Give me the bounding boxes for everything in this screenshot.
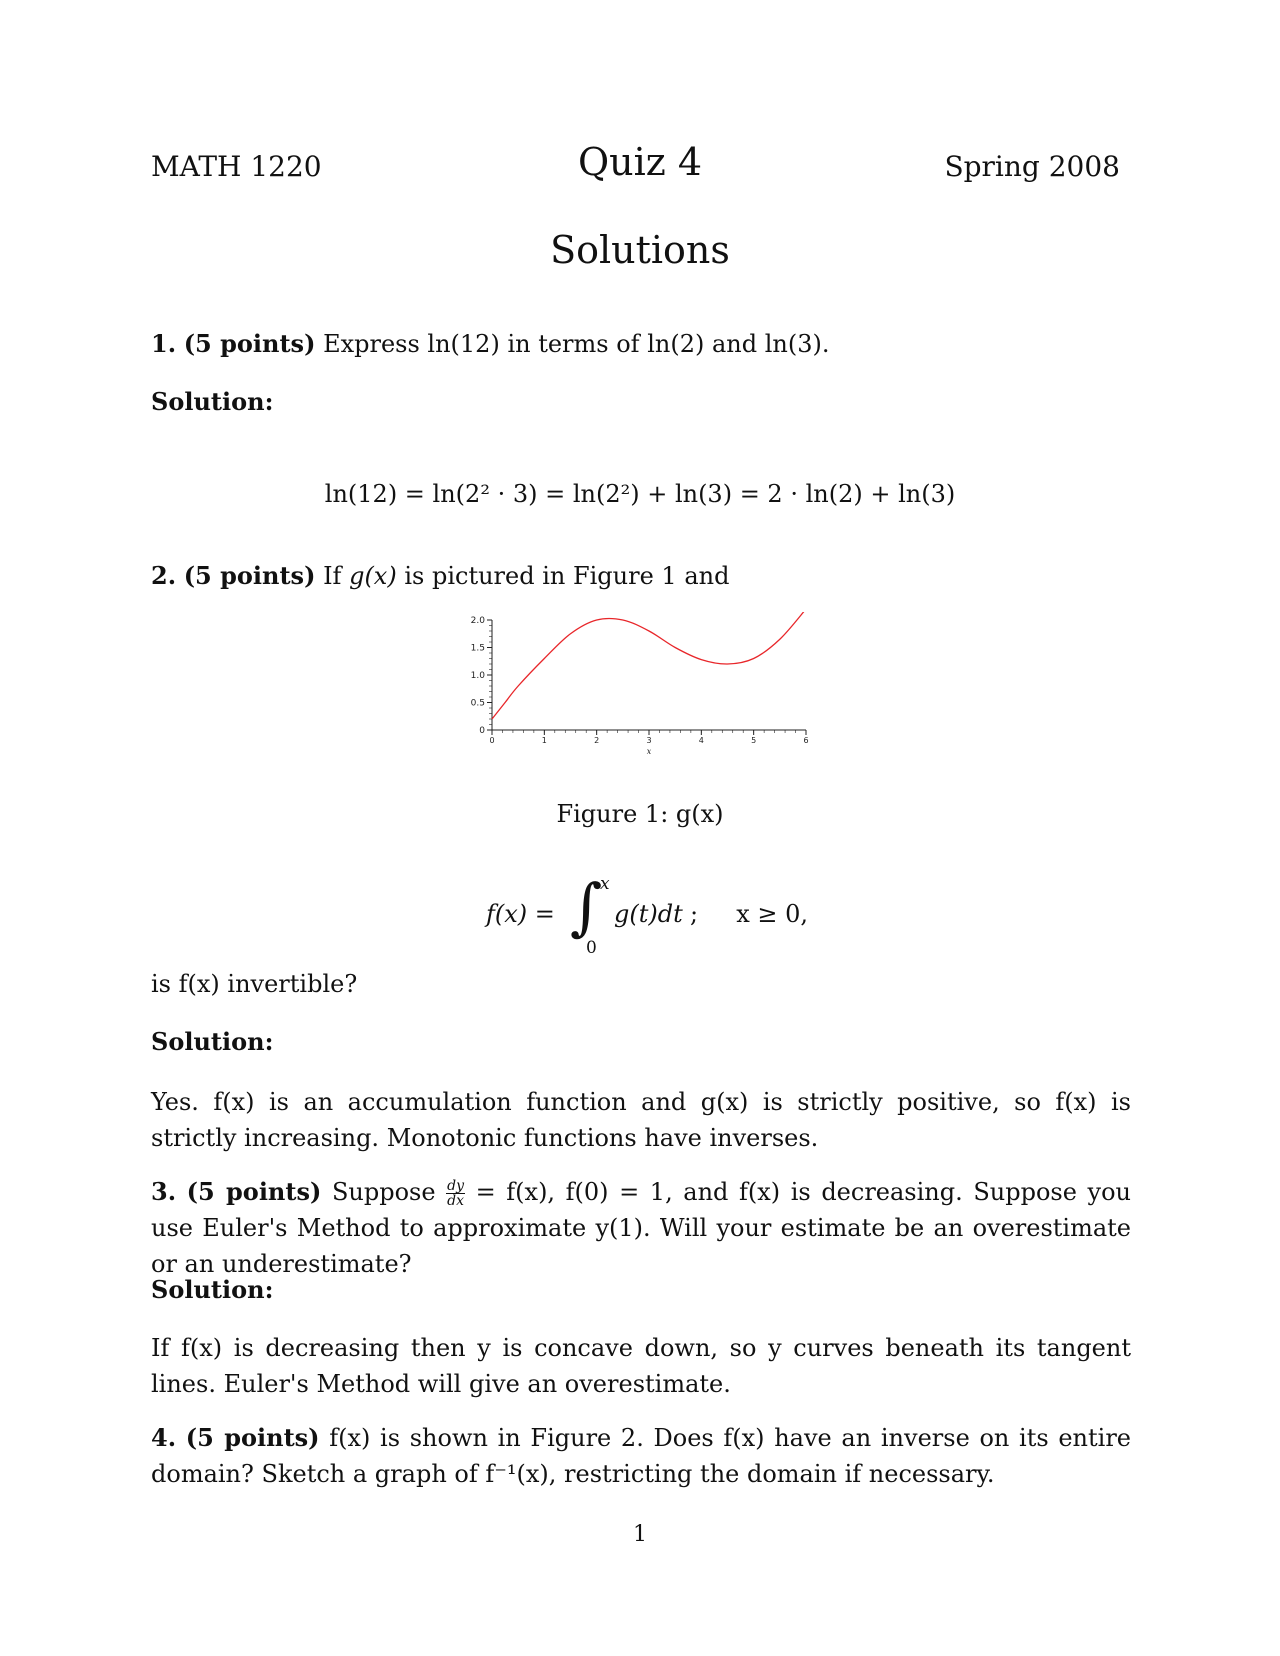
question-2: [151, 558, 1131, 594]
q1-prompt: Express ln(12) in terms of ln(2) and ln(3).: [323, 330, 830, 358]
q3-solution-label: Solution:: [151, 1275, 274, 1304]
q3-points: (5 points): [186, 1177, 322, 1206]
series-line-gx: [492, 612, 806, 719]
term-label: Spring 2008: [944, 150, 1120, 183]
q3-number: 3.: [151, 1177, 177, 1206]
q2-points: (5 points): [183, 561, 316, 590]
y-tick-label: 0: [479, 726, 485, 736]
q4-points: (5 points): [185, 1423, 320, 1452]
y-tick-label: 1.0: [470, 671, 485, 681]
q2-prompt-a: If: [323, 562, 342, 590]
q1-points: (5 points): [183, 329, 316, 358]
frac-denominator: dx: [447, 1193, 464, 1209]
x-axis-label: x: [646, 747, 652, 756]
y-tick-label: 2.0: [470, 616, 485, 626]
integral-lower: 0: [586, 938, 597, 958]
question-4: [151, 1420, 1131, 1492]
q1-solution-label: Solution:: [151, 387, 274, 416]
quiz-title: Quiz 4: [577, 140, 703, 184]
page-number: 1: [633, 1522, 647, 1547]
figure-1-caption: Figure 1: g(x): [556, 800, 724, 828]
q2-prompt-end: is f(x) invertible?: [151, 970, 358, 998]
q2-number: 2.: [151, 561, 177, 590]
integral-definition: [480, 870, 840, 960]
dy-dx-fraction: [446, 1179, 465, 1208]
question-1: [151, 326, 1131, 362]
course-label: MATH 1220: [151, 150, 322, 183]
x-tick-label: 6: [803, 736, 809, 745]
q4-number: 4.: [151, 1423, 177, 1452]
figure-1-chart: [460, 612, 820, 762]
frac-numerator: dy: [447, 1178, 464, 1194]
x-tick-label: 2: [594, 736, 600, 745]
x-tick-label: 5: [751, 736, 757, 745]
x-tick-label: 1: [541, 736, 547, 745]
integral-lhs: f(x) =: [486, 900, 555, 928]
q2-solution-label: Solution:: [151, 1027, 274, 1056]
q2-prompt-b: is pictured in Figure 1 and: [404, 562, 730, 590]
integral-condition: ; x ≥ 0,: [690, 900, 809, 928]
x-tick-label: 3: [646, 736, 652, 745]
q2-solution: Yes. f(x) is an accumulation function and g(x) is strictly positive, so f(x) is strictly increasing. Monotonic functions have inverses.: [151, 1088, 1131, 1152]
q1-number: 1.: [151, 329, 177, 358]
x-tick-label: 0: [489, 736, 495, 745]
q3-prompt-a: Suppose: [331, 1178, 436, 1206]
integral-upper: x: [600, 874, 610, 894]
q3-prompt-b: = f(x), f(0) = 1, and f(x) is decreasing. Suppose you use Euler's Method to approximate y(1). Will your estimate be an overestimate or an underestimate?: [151, 1178, 1131, 1278]
y-tick-label: 0.5: [470, 698, 485, 709]
integrand: g(t)dt: [614, 900, 683, 928]
x-tick-label: 4: [698, 736, 704, 745]
q1-equation: ln(12) = ln(2² · 3) = ln(2²) + ln(3) = 2 · ln(2) + ln(3): [324, 480, 956, 508]
q4-prompt: f(x) is shown in Figure 2. Does f(x) have an inverse on its entire domain? Sketch a graph of f⁻¹(x), restricting the domain if necessary.: [151, 1424, 1132, 1488]
page-subtitle: Solutions: [550, 228, 730, 272]
integral-sign: ∫: [570, 870, 603, 943]
question-3: [151, 1174, 1131, 1282]
y-tick-label: 1.5: [470, 643, 485, 654]
q2-prompt-gx: g(x): [349, 562, 397, 590]
q3-solution: If f(x) is decreasing then y is concave down, so y curves beneath its tangent lines. Euler's Method will give an overestimate.: [151, 1334, 1131, 1398]
